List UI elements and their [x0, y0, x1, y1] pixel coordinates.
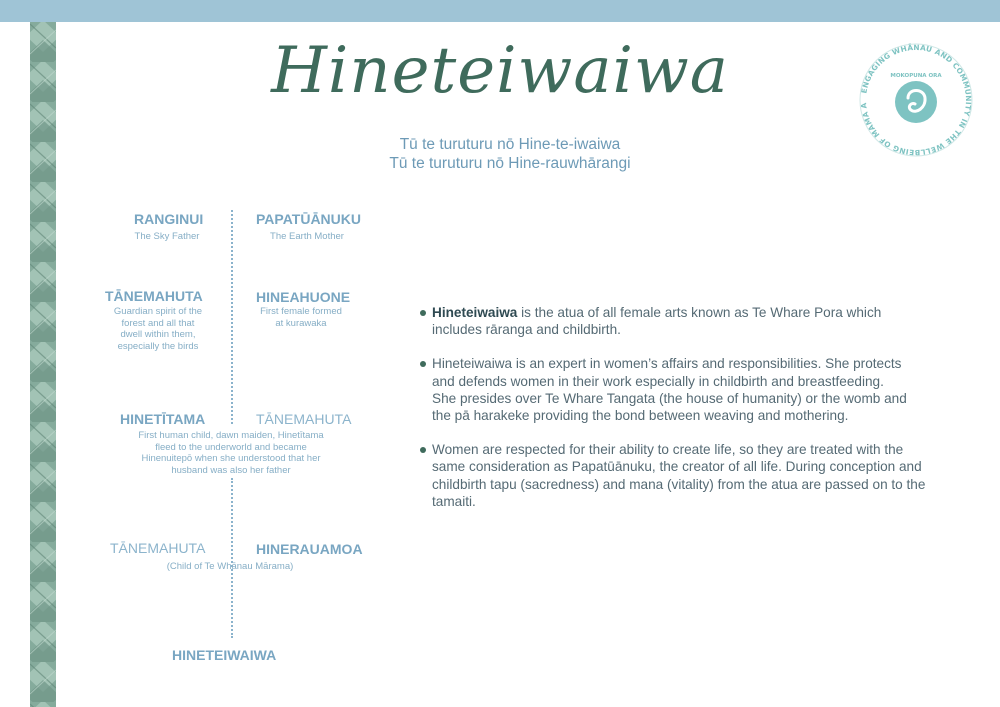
- info-bullets: [420, 304, 960, 527]
- bullet-3: Women are respected for their ability to create life, so they are treated with the same consideration as Papatūānuku, the creator of all life. During conception and childbirth tapu (sacredness) and mana (vitality) from the atua are passed on to the tamaiti.: [420, 441, 960, 510]
- papatuanuku-name: PAPATŪĀNUKU: [256, 211, 361, 227]
- bullet-dot-icon: [420, 361, 426, 367]
- logo-center-text: MOKOPUNA ORA: [890, 73, 942, 79]
- subtitle-line-2: Tū te turuturu nō Hine-rauwhārangi: [389, 155, 631, 172]
- mokopuna-ora-logo: [856, 40, 976, 160]
- hineahuone-name: HINEAHUONE: [256, 289, 351, 305]
- weave-pattern: [30, 22, 56, 707]
- tanemahuta-3-name: TĀNEMAHUTA: [110, 540, 206, 556]
- logo-ring-text: ENGAGING WHĀNAU AND COMMUNITY IN THE WELLBEING OF MAMA A: [859, 42, 974, 158]
- bullet-1: Hineteiwaiwa is the atua of all female arts known as Te Whare Pora which includes rāranga and childbirth.: [420, 304, 960, 338]
- bullet-dot-icon: [420, 447, 426, 453]
- hinetitama-desc: First human child, dawn maiden, Hinetītama fleed to the underworld and became Hinenuitepō when she understood that her husband was also her father: [138, 430, 324, 476]
- hinerauamoa-desc: (Child of Te Whānau Mārama): [166, 561, 294, 572]
- ranginui-desc: The Sky Father: [134, 231, 200, 242]
- bullet-2: Hineteiwaiwa is an expert in women’s affairs and responsibilities. She protects and defends women in their work especially in childbirth and breastfeeding. She presides over Te Whare Tangata (the house of humanity) or the womb and the pā harakeke providing the bond between weaving and mothering.: [420, 355, 960, 424]
- hineteiwaiwa-name: HINETEIWAIWA: [172, 647, 277, 663]
- page-title: Hineteiwaiwa: [271, 34, 729, 108]
- fetus-icon: [895, 81, 937, 123]
- tanemahuta-2-name: TĀNEMAHUTA: [256, 411, 352, 427]
- logo-seal: [856, 40, 976, 160]
- genealogy-divider-lower: [231, 478, 233, 638]
- ranginui-name: RANGINUI: [134, 211, 204, 227]
- papatuanuku-desc: The Earth Mother: [270, 231, 344, 242]
- hinetitama-name: HINETĪTAMA: [120, 411, 206, 427]
- woven-flax-border: [30, 22, 56, 707]
- bullet-dot-icon: [420, 310, 426, 316]
- top-banner: [0, 0, 1000, 22]
- tanemahuta-1-desc: Guardian spirit of the forest and all that dwell within them, especially the birds: [113, 306, 203, 352]
- genealogy-divider-upper: [231, 210, 233, 424]
- tanemahuta-1-name: TĀNEMAHUTA: [105, 288, 203, 304]
- hineahuone-desc: First female formed at kurawaka: [260, 306, 342, 329]
- hinerauamoa-name: HINERAUAMOA: [256, 541, 363, 557]
- subtitle-line-1: Tū te turuturu nō Hine-te-iwaiwa: [399, 136, 621, 153]
